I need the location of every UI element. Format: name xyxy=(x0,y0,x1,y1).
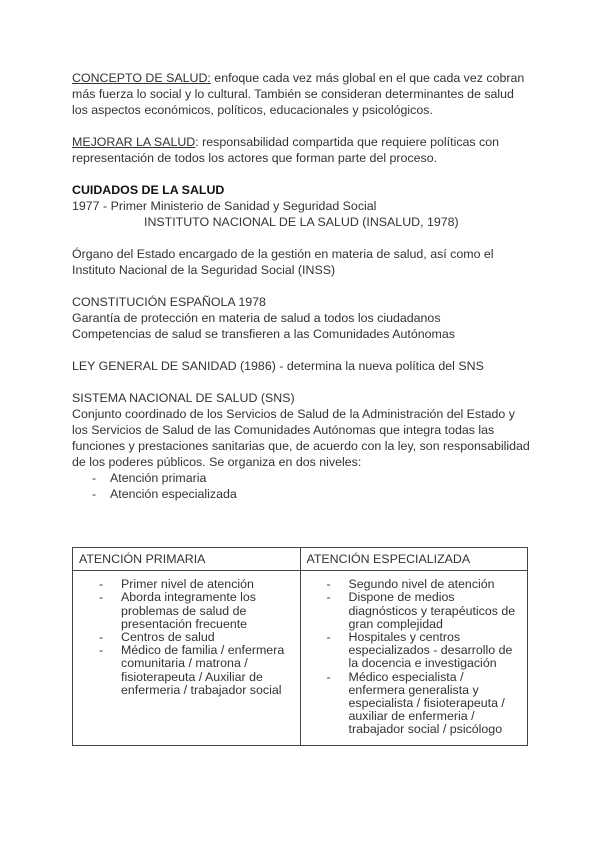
cuidados-line1: 1977 - Primer Ministerio de Sanidad y Seguridad Social xyxy=(72,199,377,213)
header-especializada: ATENCIÓN ESPECIALIZADA xyxy=(300,548,528,571)
cuidados-heading: CUIDADOS DE LA SALUD xyxy=(72,183,225,197)
table-row xyxy=(73,571,528,745)
sns-paragraph: Conjunto coordinado de los Servicios de Salud de la Administración del Estado y los Servicios de Salud de las Comunidades Autónomas que integra todas las funciones y prestaciones sanitarias que, de acuerdo con la ley, son responsabilidad de los poderes públicos. Se organiza en dos niveles: xyxy=(72,407,530,469)
attention-table xyxy=(72,547,528,746)
list-item: - Atención primaria xyxy=(92,470,532,486)
concepto-text: enfoque cada vez más global en el que cada vez cobran más fuerza lo social y lo cultural. También se consideran determinantes de salud los aspectos económicos, políticos, educacionales y psicológicos. xyxy=(72,71,525,117)
constitucion-line1: Garantía de protección en materia de salud a todos los ciudadanos xyxy=(72,311,441,325)
cell-primaria xyxy=(73,571,301,745)
list-item: - Hospitales y centros especializados - desarrollo de la docencia e investigación xyxy=(323,631,522,671)
cell-especializada xyxy=(300,571,528,745)
sns-title: SISTEMA NACIONAL DE SALUD (SNS) xyxy=(72,391,295,405)
concepto-paragraph xyxy=(72,70,532,118)
mejorar-paragraph xyxy=(72,134,532,166)
primaria-list xyxy=(79,578,294,697)
constitucion-title: CONSTITUCIÓN ESPAÑOLA 1978 xyxy=(72,295,266,309)
document-body xyxy=(72,70,532,502)
list-item: - Atención especializada xyxy=(92,486,532,502)
cuidados-line2: INSTITUTO NACIONAL DE LA SALUD (INSALUD, 1978) xyxy=(144,215,459,229)
constitucion-line2: Competencias de salud se transfieren a las Comunidades Autónomas xyxy=(72,327,455,341)
especializada-list xyxy=(307,578,522,736)
list-item: - Dispone de medios diagnósticos y terapéuticos de gran complejidad xyxy=(323,591,522,631)
list-item: - Médico de familia / enfermera comunitaria / matrona / fisioterapeuta / Auxiliar de enfermeria / trabajador social xyxy=(95,644,294,697)
list-item: - Primer nivel de atención xyxy=(95,578,294,591)
list-item: - Segundo nivel de atención xyxy=(323,578,522,591)
mejorar-text: : responsabilidad compartida que requiere políticas con representación de todos los actores que forman parte del proceso. xyxy=(72,135,500,165)
list-item: - Médico especialista / enfermera generalista y especialista / fisioterapeuta / auxiliar de enfermeria / trabajador social / psicólogo xyxy=(323,671,522,737)
ley-line: LEY GENERAL DE SANIDAD (1986) - determina la nueva política del SNS xyxy=(72,359,484,373)
list-item: - Centros de salud xyxy=(95,631,294,644)
table-header-row xyxy=(73,548,528,571)
organo-paragraph: Órgano del Estado encargado de la gestión en materia de salud, así como el Instituto Nacional de la Seguridad Social (INSS) xyxy=(72,247,494,277)
sns-levels-list xyxy=(72,470,532,502)
header-primaria: ATENCIÓN PRIMARIA xyxy=(73,548,301,571)
list-item: - Aborda integramente los problemas de salud de presentación frecuente xyxy=(95,591,294,631)
concepto-label: CONCEPTO DE SALUD: xyxy=(72,71,211,85)
mejorar-label: MEJORAR LA SALUD xyxy=(72,135,196,149)
